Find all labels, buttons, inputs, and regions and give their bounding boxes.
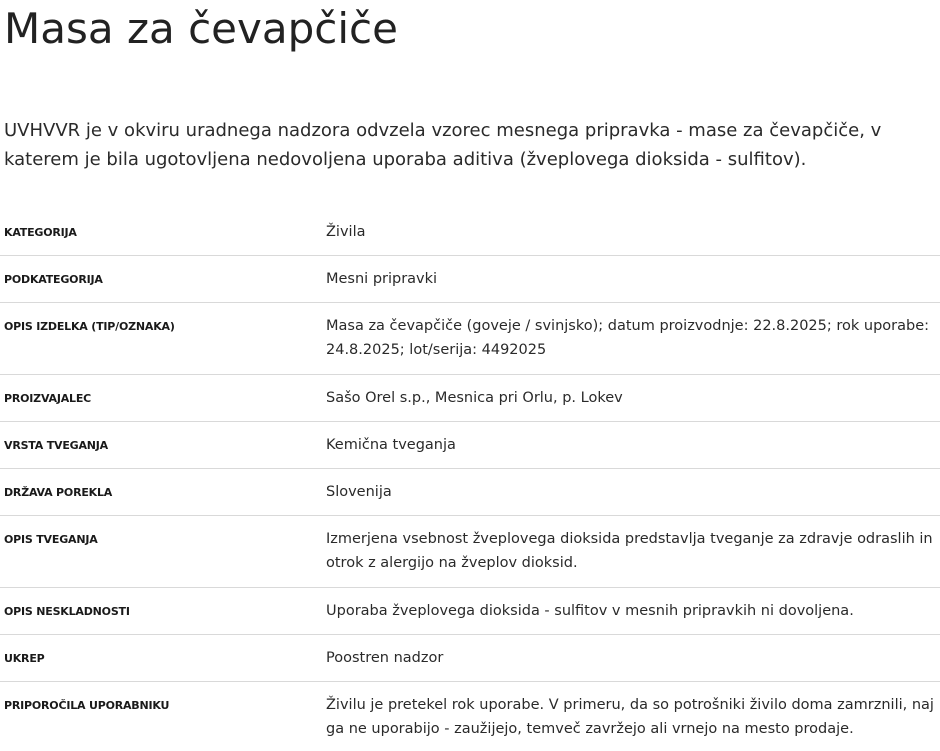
detail-value: Izmerjena vsebnost žveplovega dioksida predstavlja tveganje za zdravje odraslih in otrok z alergijo na žveplov dioksid. xyxy=(326,531,933,571)
page-title: Masa za čevapčiče xyxy=(4,4,398,53)
detail-row-opis-izdelka xyxy=(0,303,940,375)
detail-label: OPIS NESKLADNOSTI xyxy=(4,605,130,618)
detail-row-drzava-porekla xyxy=(0,469,940,516)
detail-row-opis-neskladnosti xyxy=(0,588,940,635)
detail-label: KATEGORIJA xyxy=(4,226,77,239)
detail-label: PRIPOROČILA UPORABNIKU xyxy=(4,699,170,712)
detail-label: PROIZVAJALEC xyxy=(4,392,92,405)
detail-row-vrsta-tveganja xyxy=(0,422,940,469)
detail-value: Živila xyxy=(326,224,366,240)
detail-row-priporocila xyxy=(0,682,940,750)
detail-value: Masa za čevapčiče (goveje / svinjsko); datum proizvodnje: 22.8.2025; rok uporabe: 24.8.2025; lot/serija: 4492025 xyxy=(326,318,930,358)
detail-label: PODKATEGORIJA xyxy=(4,273,103,286)
detail-value: Uporaba žveplovega dioksida - sulfitov v mesnih pripravkih ni dovoljena. xyxy=(326,603,854,619)
detail-value: Kemična tveganja xyxy=(326,437,456,453)
detail-row-proizvajalec xyxy=(0,375,940,422)
detail-row-podkategorija xyxy=(0,256,940,303)
detail-value: Mesni pripravki xyxy=(326,271,438,287)
detail-label: VRSTA TVEGANJA xyxy=(4,439,108,452)
detail-row-ukrep xyxy=(0,635,940,682)
detail-value: Živilu je pretekel rok uporabe. V primeru, da so potrošniki živilo doma zamrznili, naj ga ne uporabijo - zaužijejo, temveč zavržejo ali vrnejo na mesto prodaje. xyxy=(326,697,934,737)
details-table xyxy=(0,209,940,750)
detail-value: Slovenija xyxy=(326,484,392,500)
intro-paragraph: UVHVVR je v okviru uradnega nadzora odvzela vzorec mesnega pripravka - mase za čevapčiče, v katerem je bila ugotovljena nedovoljena uporaba aditiva (žveplovega dioksida - sulfitov). xyxy=(4,120,882,170)
detail-value: Sašo Orel s.p., Mesnica pri Orlu, p. Lokev xyxy=(326,390,623,406)
detail-row-kategorija xyxy=(0,209,940,256)
detail-label: OPIS IZDELKA (TIP/OZNAKA) xyxy=(4,320,175,333)
detail-value: Poostren nadzor xyxy=(326,650,444,666)
detail-label: UKREP xyxy=(4,652,45,665)
detail-label: OPIS TVEGANJA xyxy=(4,533,98,546)
detail-row-opis-tveganja xyxy=(0,516,940,588)
detail-label: DRŽAVA POREKLA xyxy=(4,486,113,499)
